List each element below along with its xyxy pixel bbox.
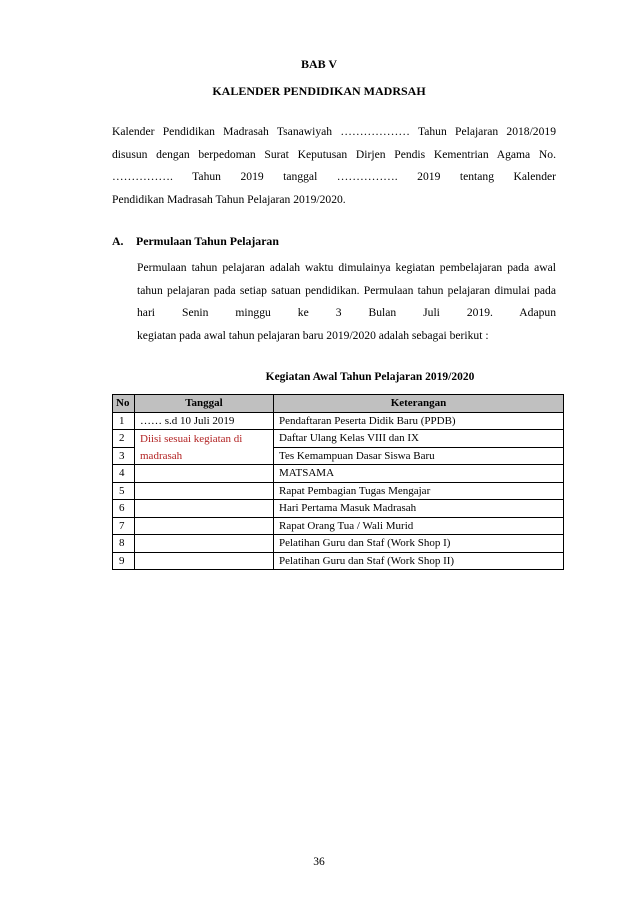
cell-keterangan: Rapat Pembagian Tugas Mengajar <box>274 482 564 500</box>
table-row <box>113 500 564 518</box>
cell-tanggal <box>135 465 274 483</box>
section-heading <box>112 234 279 249</box>
intro-line: 2018/2019 disusun dengan berpedoman Surat Keputusan Dirjen Pendis Kementrian <box>112 125 556 161</box>
chapter-number: BAB V <box>300 57 338 71</box>
cell-no: 8 <box>113 535 135 553</box>
header-keterangan: Keterangan <box>274 395 564 413</box>
cell-no: 1 <box>113 412 135 430</box>
cell-no: 6 <box>113 500 135 518</box>
cell-no: 4 <box>113 465 135 483</box>
table-row <box>113 412 564 430</box>
header-tanggal: Tanggal <box>135 395 274 413</box>
table-row <box>113 465 564 483</box>
header-no: No <box>113 395 135 413</box>
table-header-row <box>113 395 564 413</box>
cell-no: 3 <box>113 447 135 465</box>
cell-no: 9 <box>113 552 135 570</box>
intro-line: Pendidikan Madrasah Tahun Pelajaran 2019/2020. <box>112 192 346 206</box>
cell-keterangan: MATSAMA <box>274 465 564 483</box>
section-line: pelajaran dimulai pada hari Senin minggu ke 3 Bulan Juli 2019. Adapun <box>137 283 556 319</box>
cell-tanggal: madrasah <box>135 447 274 465</box>
cell-tanggal: Diisi sesuai kegiatan di <box>135 430 274 448</box>
cell-keterangan: Tes Kemampuan Dasar Siswa Baru <box>274 447 564 465</box>
table-row <box>113 535 564 553</box>
section-title: Permulaan Tahun Pelajaran <box>136 234 279 248</box>
table-row <box>113 430 564 448</box>
activity-table <box>112 394 564 570</box>
cell-keterangan: Hari Pertama Masuk Madrasah <box>274 500 564 518</box>
section-line: pada awal tahun pelajaran pada setiap satuan pendidikan. Permulaan tahun <box>137 261 556 297</box>
section-paragraph <box>137 257 556 347</box>
cell-tanggal <box>135 535 274 553</box>
intro-line: Kalender Pendidikan Madrasah Tsanawiyah ……………… Tahun Pelajaran <box>112 125 499 138</box>
cell-tanggal: …… s.d 10 Juli 2019 <box>135 412 274 430</box>
intro-line: Agama No. ……………. Tahun 2019 tanggal ……………. 2019 tentang Kalender <box>112 147 556 183</box>
cell-no: 5 <box>113 482 135 500</box>
table-row <box>113 552 564 570</box>
cell-keterangan: Pendaftaran Peserta Didik Baru (PPDB) <box>274 412 564 430</box>
table-row <box>113 447 564 465</box>
cell-keterangan: Pelatihan Guru dan Staf (Work Shop II) <box>274 552 564 570</box>
intro-paragraph <box>112 121 556 211</box>
page-number: 36 <box>313 856 325 868</box>
cell-no: 7 <box>113 517 135 535</box>
section-line: kegiatan pada awal tahun pelajaran baru 2019/2020 adalah sebagai berikut : <box>137 328 489 342</box>
table-row <box>113 482 564 500</box>
table-row <box>113 517 564 535</box>
cell-tanggal <box>135 482 274 500</box>
table-caption: Kegiatan Awal Tahun Pelajaran 2019/2020 <box>265 371 475 383</box>
cell-no: 2 <box>113 430 135 448</box>
cell-keterangan: Pelatihan Guru dan Staf (Work Shop I) <box>274 535 564 553</box>
chapter-title: KALENDER PENDIDIKAN MADRSAH <box>212 84 426 98</box>
section-line: Permulaan tahun pelajaran adalah waktu dimulainya kegiatan pembelajaran <box>137 261 503 274</box>
cell-tanggal <box>135 517 274 535</box>
cell-tanggal <box>135 552 274 570</box>
section-number: A. <box>112 234 124 248</box>
cell-keterangan: Rapat Orang Tua / Wali Murid <box>274 517 564 535</box>
cell-tanggal <box>135 500 274 518</box>
cell-keterangan: Daftar Ulang Kelas VIII dan IX <box>274 430 564 448</box>
